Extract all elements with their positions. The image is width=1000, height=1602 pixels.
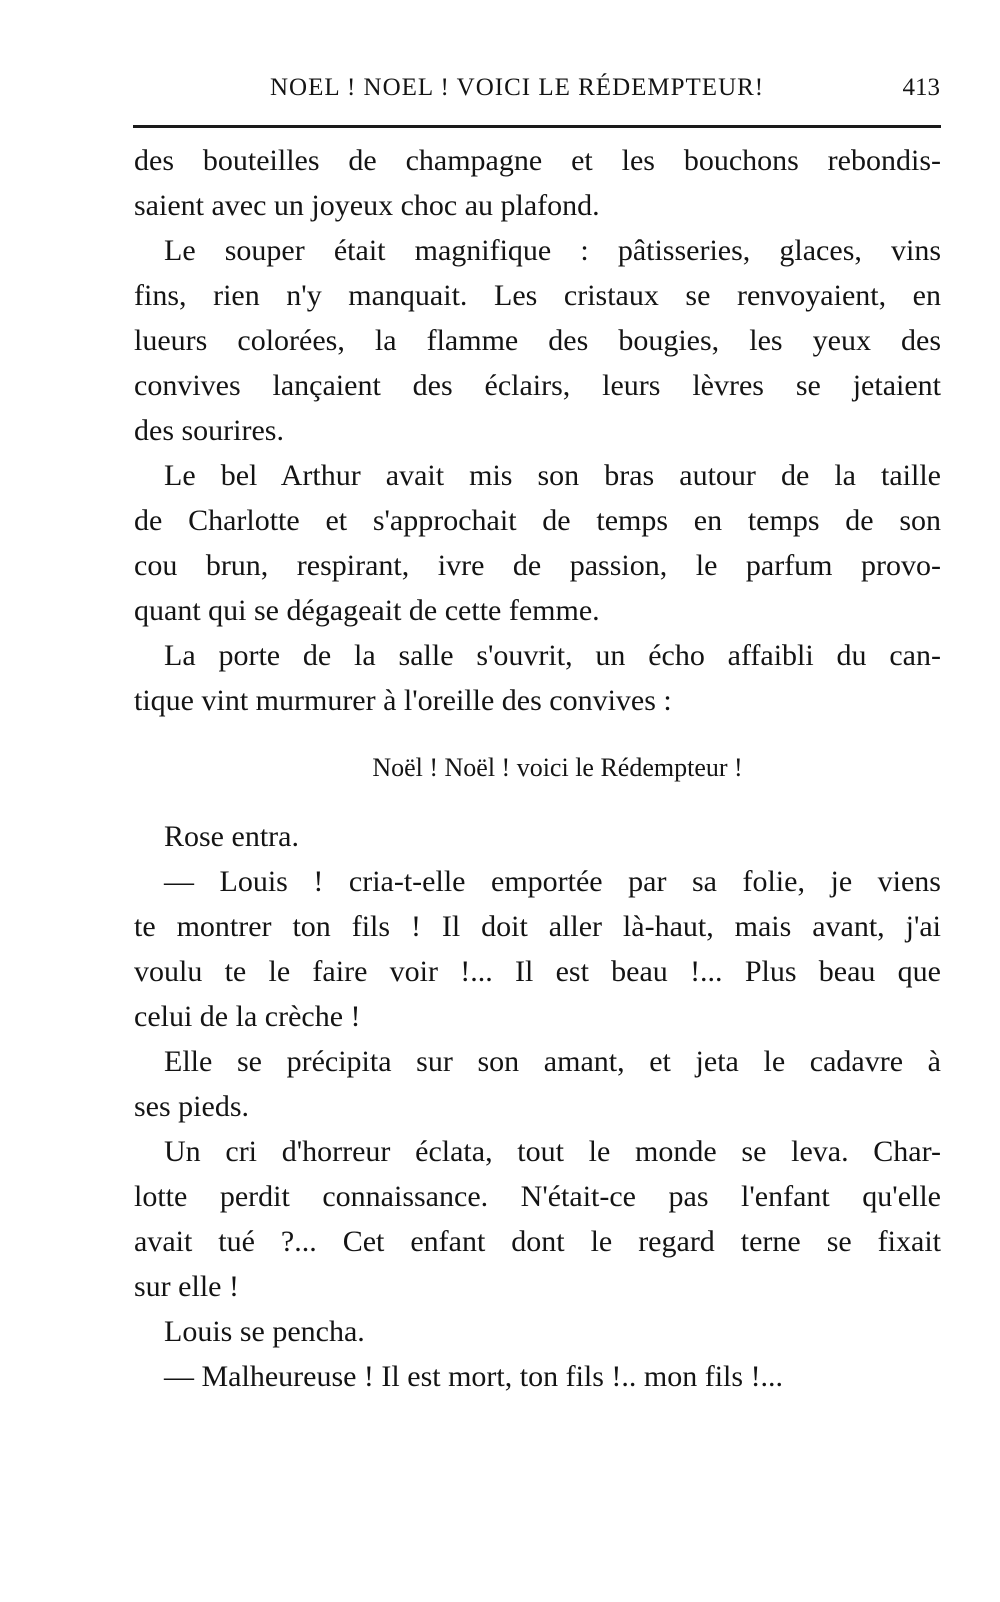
text-line: Le souper était magnifique : pâtisseries, glaces, vins [164, 234, 941, 267]
text-line: tique vint murmurer à l'oreille des convives : [134, 684, 672, 717]
text-line: cou brun, respirant, ivre de passion, le parfum provo- [134, 549, 941, 582]
text-line: saient avec un joyeux choc au plafond. [134, 189, 600, 222]
text-line: ses pieds. [134, 1090, 249, 1123]
text-line: Le bel Arthur avait mis son bras autour de la taille [164, 459, 941, 492]
text-line: quant qui se dégageait de cette femme. [134, 594, 600, 627]
text-line: celui de la crèche ! [134, 1000, 361, 1033]
text-line: avait tué ?... Cet enfant dont le regard terne se fixait [134, 1225, 941, 1258]
text-line: des sourires. [134, 414, 284, 447]
text-line: — Malheureuse ! Il est mort, ton fils !.. mon fils !... [164, 1360, 784, 1393]
text-line: Elle se précipita sur son amant, et jeta le cadavre à [164, 1045, 941, 1078]
text-line: Rose entra. [164, 820, 299, 853]
text-line: convives lançaient des éclairs, leurs lèvres se jetaient [134, 369, 941, 402]
text-line: Louis se pencha. [164, 1315, 365, 1348]
text-line: voulu te le faire voir !... Il est beau !... Plus beau que [134, 955, 941, 988]
text-line: fins, rien n'y manquait. Les cristaux se renvoyaient, en [134, 279, 941, 312]
running-title: NOEL ! NOEL ! VOICI LE RÉDEMPTEUR! [270, 74, 765, 101]
body-text [134, 138, 941, 1399]
page-header [270, 74, 940, 114]
text-line: lueurs colorées, la flamme des bougies, les yeux des [134, 324, 941, 357]
text-line: lotte perdit connaissance. N'était-ce pas l'enfant qu'elle [134, 1180, 941, 1213]
verse-quote: Noël ! Noël ! voici le Rédempteur ! [372, 753, 743, 782]
header-rule [133, 125, 941, 128]
text-line: Un cri d'horreur éclata, tout le monde se leva. Char- [164, 1135, 941, 1168]
page-number: 413 [902, 74, 940, 101]
text-line: de Charlotte et s'approchait de temps en temps de son [134, 504, 941, 537]
text-line: des bouteilles de champagne et les bouchons rebondis- [134, 144, 941, 177]
text-line: sur elle ! [134, 1270, 239, 1303]
text-line: — Louis ! cria-t-elle emportée par sa folie, je viens [164, 865, 941, 898]
text-line: te montrer ton fils ! Il doit aller là-haut, mais avant, j'ai [134, 910, 941, 943]
text-line: La porte de la salle s'ouvrit, un écho affaibli du can- [164, 639, 941, 672]
